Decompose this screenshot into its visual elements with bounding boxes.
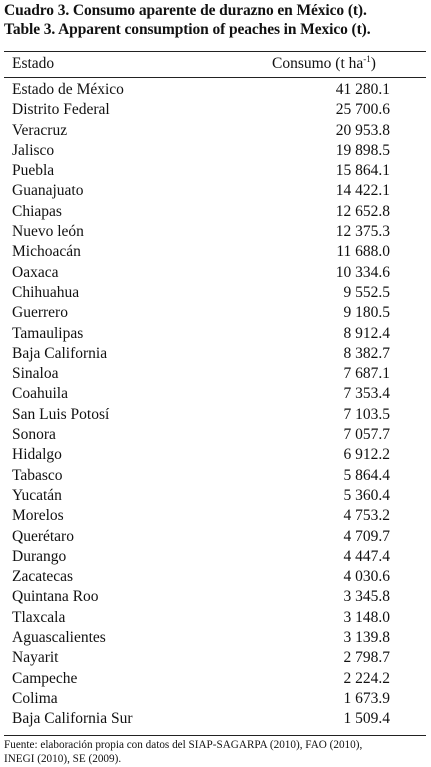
caption-english: Table 3. Apparent consumption of peaches in Mexico (t).	[4, 21, 371, 38]
table-header-rule	[4, 77, 426, 78]
table-row	[4, 202, 426, 222]
cell-consumo: 3 139.8	[343, 629, 390, 647]
header-consumo-superscript: -1	[363, 54, 371, 64]
cell-estado: Guanajuato	[12, 182, 84, 200]
cell-consumo: 9 180.5	[343, 304, 390, 322]
cell-estado: Tlaxcala	[12, 608, 66, 626]
cell-estado: Puebla	[12, 162, 55, 180]
cell-estado: Quintana Roo	[12, 588, 99, 606]
table-body	[4, 80, 426, 730]
cell-estado: Nuevo león	[12, 223, 84, 241]
cell-estado: San Luis Potosí	[12, 405, 110, 423]
table-row	[4, 486, 426, 506]
table-row	[4, 425, 426, 445]
cell-estado: Nayarit	[12, 649, 59, 667]
table-header-row	[4, 53, 426, 75]
cell-consumo: 41 280.1	[335, 81, 390, 98]
table-row	[4, 242, 426, 262]
cell-consumo: 1 673.9	[343, 689, 390, 707]
cell-consumo: 7 687.1	[343, 365, 390, 383]
cell-consumo: 10 334.6	[335, 263, 390, 281]
cell-estado: Veracruz	[12, 121, 68, 139]
table-row	[4, 608, 426, 628]
table-row	[4, 324, 426, 344]
table-row	[4, 567, 426, 587]
header-estado: Estado	[12, 55, 55, 72]
cell-consumo: 12 375.3	[335, 223, 390, 241]
cell-consumo: 25 700.6	[335, 101, 390, 119]
cell-estado: Chiapas	[12, 202, 62, 220]
cell-estado: Durango	[12, 547, 67, 565]
cell-consumo: 12 652.8	[335, 202, 390, 220]
cell-estado: Yucatán	[12, 486, 62, 504]
cell-consumo: 9 552.5	[343, 283, 390, 301]
cell-estado: Querétaro	[12, 527, 74, 545]
cell-consumo: 19 898.5	[335, 141, 390, 159]
footnote-line-1: Fuente: elaboración propia con datos del SIAP-SAGARPA (2010), FAO (2010),	[4, 739, 363, 751]
cell-estado: Coahuila	[12, 385, 68, 403]
header-consumo	[272, 55, 376, 73]
cell-consumo: 8 912.4	[343, 324, 390, 342]
cell-estado: Colima	[12, 689, 58, 707]
cell-consumo: 4 447.4	[343, 547, 390, 565]
footnote-line-2: INEGI (2010), SE (2009).	[4, 753, 122, 765]
cell-estado: Sonora	[12, 426, 56, 444]
table-row	[4, 121, 426, 141]
cell-estado: Chihuahua	[12, 283, 80, 301]
cell-consumo: 5 360.4	[343, 486, 390, 504]
table-row	[4, 648, 426, 668]
table-row	[4, 80, 426, 100]
table-row	[4, 222, 426, 242]
cell-consumo: 14 422.1	[335, 182, 390, 200]
caption-spanish: Cuadro 3. Consumo aparente de durazno en México (t).	[4, 2, 367, 19]
cell-consumo: 2 798.7	[343, 649, 390, 667]
table-row	[4, 669, 426, 689]
table-row	[4, 527, 426, 547]
cell-estado: Guerrero	[12, 304, 68, 322]
header-consumo-label: Consumo (t ha	[272, 55, 364, 72]
table-row	[4, 161, 426, 181]
cell-consumo: 4 709.7	[343, 527, 390, 545]
cell-consumo: 4 753.2	[343, 507, 390, 525]
cell-estado: Baja California Sur	[12, 710, 133, 728]
cell-consumo: 11 688.0	[336, 243, 390, 261]
cell-estado: Tamaulipas	[12, 324, 84, 342]
table-row	[4, 547, 426, 567]
table-row	[4, 344, 426, 364]
cell-consumo: 20 953.8	[335, 121, 390, 139]
cell-consumo: 5 864.4	[343, 466, 390, 484]
table-row	[4, 100, 426, 120]
cell-consumo: 2 224.2	[343, 669, 390, 687]
table-row	[4, 506, 426, 526]
cell-estado: Campeche	[12, 669, 78, 687]
cell-estado: Hidalgo	[12, 446, 62, 464]
table-top-rule	[4, 51, 426, 52]
cell-consumo: 15 864.1	[335, 162, 390, 180]
cell-estado: Michoacán	[12, 243, 81, 261]
cell-estado: Sinaloa	[12, 365, 59, 383]
cell-estado: Baja California	[12, 344, 108, 362]
cell-estado: Oaxaca	[12, 263, 59, 281]
cell-estado: Zacatecas	[12, 568, 74, 586]
cell-consumo: 7 057.7	[343, 426, 390, 444]
table-row	[4, 384, 426, 404]
table-row	[4, 709, 426, 729]
header-consumo-close: )	[370, 55, 376, 72]
table-row	[4, 263, 426, 283]
cell-consumo: 3 148.0	[343, 608, 390, 626]
cell-estado: Morelos	[12, 507, 64, 525]
table-row	[4, 405, 426, 425]
table-row	[4, 466, 426, 486]
table-footnote	[4, 738, 428, 766]
cell-estado: Jalisco	[12, 141, 55, 159]
cell-consumo: 3 345.8	[343, 588, 390, 606]
cell-estado: Aguascalientes	[12, 629, 106, 647]
cell-consumo: 6 912.2	[343, 446, 390, 464]
table-row	[4, 628, 426, 648]
cell-consumo: 7 103.5	[343, 405, 390, 423]
table-row	[4, 587, 426, 607]
table-row	[4, 283, 426, 303]
cell-consumo: 7 353.4	[343, 385, 390, 403]
table-row	[4, 303, 426, 323]
table-row	[4, 689, 426, 709]
cell-consumo: 4 030.6	[343, 568, 390, 586]
table-row	[4, 364, 426, 384]
table-caption	[4, 1, 428, 39]
table-row	[4, 141, 426, 161]
cell-consumo: 1 509.4	[343, 710, 390, 728]
cell-estado: Estado de México	[12, 81, 124, 98]
table-bottom-rule	[4, 735, 426, 736]
cell-estado: Tabasco	[12, 466, 63, 484]
table-row	[4, 445, 426, 465]
cell-consumo: 8 382.7	[343, 344, 390, 362]
cell-estado: Distrito Federal	[12, 101, 110, 119]
table-row	[4, 181, 426, 201]
